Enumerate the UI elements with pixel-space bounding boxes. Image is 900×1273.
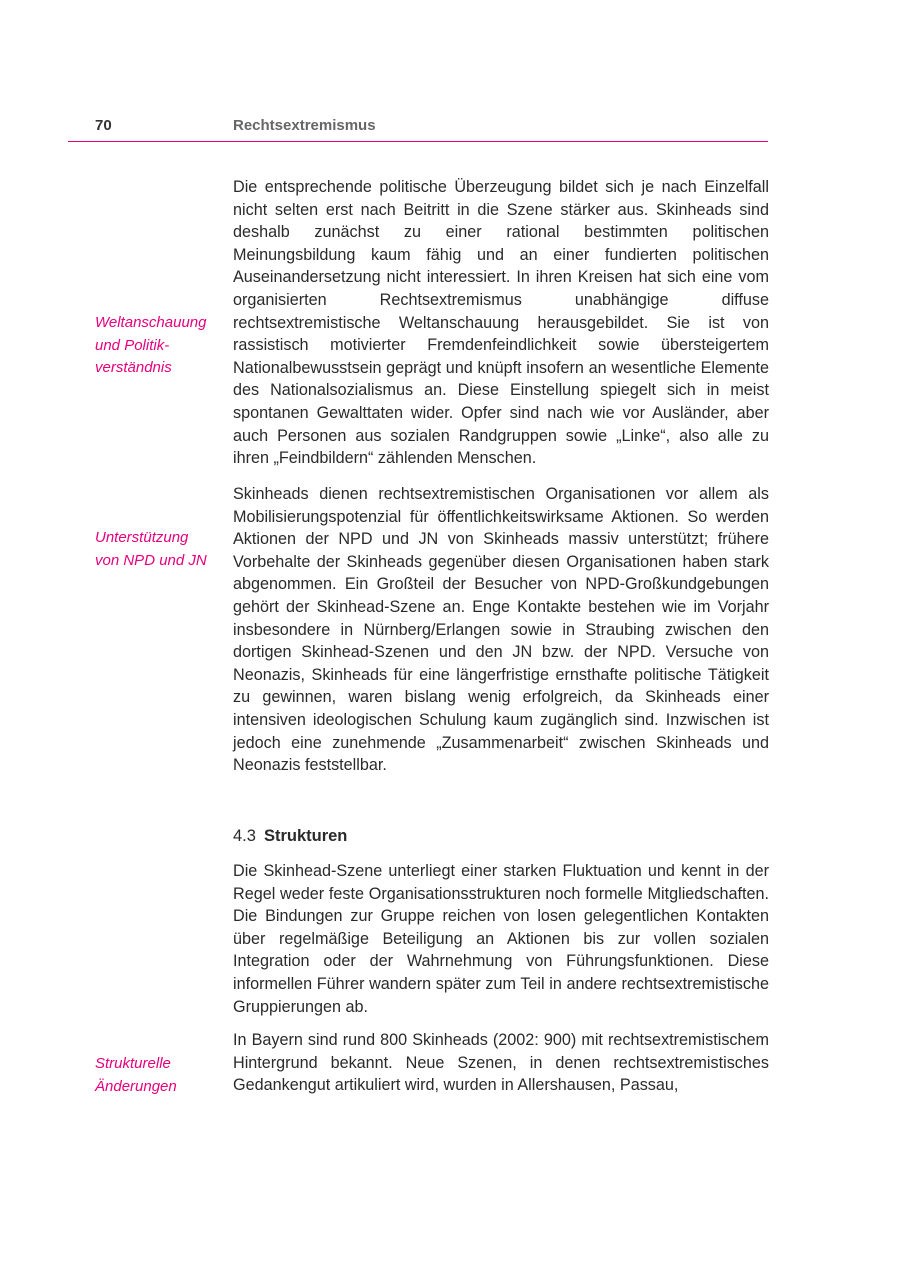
paragraph-1-container	[233, 176, 769, 470]
section-title: Strukturen	[263, 827, 348, 845]
margin-note-strukturelle: Strukturelle Änderungen	[95, 1055, 177, 1095]
paragraph-2: Skinheads dienen rechtsextremistischen Organisationen vor allem als Mobilisierungspotenzial für öffentlichkeitswirksame Aktionen. So werden Aktionen der NPD und JN von Skinheads massiv unterstützt; frühere Vorbehalte der Skinheads gegenüber diesen Organisationen haben stark abgenommen. Ein Großteil der Besucher von NPD-Großkundgebungen gehört der Skinhead-Szene an. Enge Kontakte bestehen wie im Vorjahr insbesondere in Nürnberg/Erlangen sowie in Straubing zwischen den dortigen Skinhead-Szenen und den JN bzw. der NPD. Versuche von Neonazis, Skinheads für eine längerfristige ernsthafte politische Tätigkeit zu gewinnen, waren bislang wenig erfolgreich, da Skinheads einer intensiven ideologischen Schulung kaum zugänglich sind. Inzwischen ist jedoch eine zunehmende „Zusammenarbeit“ zwischen Skinheads und Neonazis feststellbar.	[233, 485, 769, 775]
header-rule	[68, 141, 768, 142]
paragraph-4: In Bayern sind rund 800 Skinheads (2002: 900) mit rechtsextremistischem Hintergrund bekannt. Neue Szenen, in denen rechtsextremistisches Gedankengut artikuliert wird, wurden in Allershausen, Passau,	[233, 1031, 769, 1095]
paragraph-3: Die Skinhead-Szene unterliegt einer starken Fluktuation und kennt in der Regel weder feste Organisationsstrukturen noch formelle Mitgliedschaften. Die Bindungen zur Gruppe reichen von losen gelegentlichen Kontakten über regelmäßige Beteiligung an Aktionen bis zur vollen sozialen Integration oder der Wahrnehmung von Führungsfunktionen. Diese informellen Führer wandern später zum Teil in andere rechtsextremistische Gruppierungen ab.	[233, 862, 769, 1016]
paragraph-2-container	[233, 483, 769, 777]
page-number: 70	[95, 117, 112, 134]
section-number: 4.3	[233, 827, 256, 845]
margin-note-unterstuetzung: Unterstützung von NPD und JN	[95, 529, 207, 569]
section-heading	[233, 824, 347, 848]
paragraph-1: Die entsprechende politische Überzeugung bildet sich je nach Einzelfall nicht selten erst nach Beitritt in die Szene stärker aus. Skinheads sind deshalb zunächst zu einer rational bestimmten politischen Meinungsbildung kaum fähig und an einer fundierten politischen Auseinandersetzung nicht interessiert. In ihren Kreisen hat sich eine vom organisierten Rechtsextremismus unabhängige diffuse rechtsextremistische Weltanschauung herausgebildet. Sie ist von rassistisch motivierter Fremdenfeindlichkeit sowie übersteigertem Nationalbewusstsein geprägt und knüpft insofern an wesentliche Elemente des Nationalsozialismus an. Diese Einstellung spiegelt sich in meist spontanen Gewalttaten wider. Opfer sind nach wie vor Ausländer, aber auch Personen aus sozialen Randgruppen sowie „Linke“, also alle zu ihren „Feindbildern“ zählenden Menschen.	[233, 178, 769, 468]
running-title: Rechtsextremismus	[233, 117, 376, 134]
margin-note-weltanschauung: Weltanschauung und Politik- verständnis	[95, 314, 207, 377]
paragraph-4-container	[233, 1029, 769, 1097]
paragraph-3-container	[233, 860, 769, 1018]
